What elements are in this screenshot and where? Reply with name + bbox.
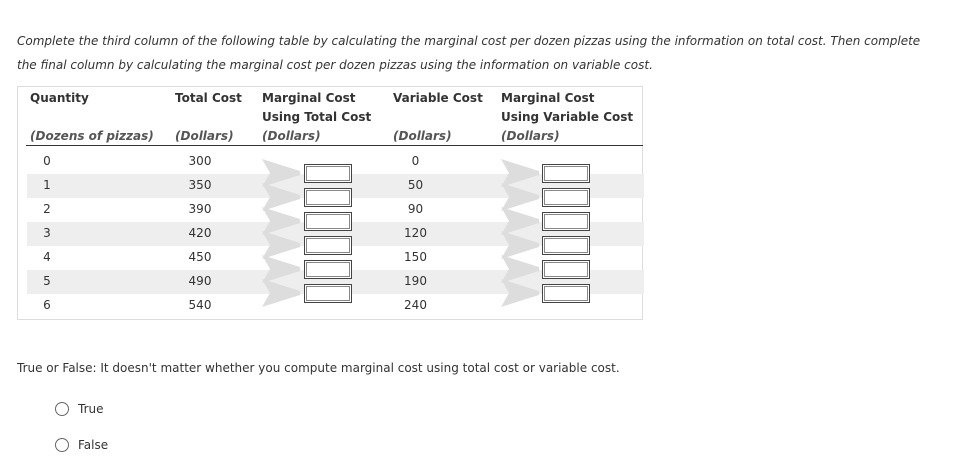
cell-variable-cost: 120 xyxy=(404,226,427,240)
mc-variable-input[interactable] xyxy=(544,190,588,205)
mc-variable-input[interactable] xyxy=(544,238,588,253)
mc-total-input-box[interactable] xyxy=(304,236,352,255)
cell-quantity: 6 xyxy=(43,298,51,312)
mc-total-input[interactable] xyxy=(306,262,350,277)
header-divider xyxy=(26,145,643,146)
chevron-shape xyxy=(501,279,539,307)
header-variable-cost-unit: (Dollars) xyxy=(393,129,452,143)
header-mc-variable-unit: (Dollars) xyxy=(501,129,560,143)
header-mc-total-unit: (Dollars) xyxy=(262,129,321,143)
header-mc-total-line2: Using Total Cost xyxy=(262,110,372,124)
instructions: Complete the third column of the following table by calculating the marginal cost per dozen pizzas using the information on total cost. Then complete the final column by calculating the marginal cost per dozen pizzas using the information on variable cost. xyxy=(17,34,921,72)
mc-total-input[interactable] xyxy=(306,166,350,181)
question-text: True or False: It doesn't matter whether you compute marginal cost using total cost or variable cost. xyxy=(17,361,620,375)
cost-table xyxy=(17,86,643,320)
mc-variable-input[interactable] xyxy=(544,262,588,277)
header-variable-cost: Variable Cost xyxy=(393,91,483,105)
cell-total-cost: 490 xyxy=(188,274,212,288)
header-total-cost-unit: (Dollars) xyxy=(175,129,234,143)
cell-total-cost: 350 xyxy=(188,178,212,192)
mc-variable-input[interactable] xyxy=(544,166,588,181)
cell-variable-cost: 190 xyxy=(404,274,427,288)
header-mc-variable-line1: Marginal Cost xyxy=(501,91,595,105)
mc-total-input-box[interactable] xyxy=(304,284,352,303)
option-label: False xyxy=(78,438,109,452)
cell-quantity: 5 xyxy=(43,274,51,288)
cell-total-cost: 450 xyxy=(188,250,212,264)
header-quantity: Quantity xyxy=(30,91,89,105)
mc-variable-input[interactable] xyxy=(544,286,588,301)
cell-variable-cost: 50 xyxy=(407,178,424,192)
mc-total-input-box[interactable] xyxy=(304,164,352,183)
cell-total-cost: 300 xyxy=(188,154,212,168)
cell-total-cost: 420 xyxy=(188,226,212,240)
cell-total-cost: 540 xyxy=(188,298,212,312)
cell-variable-cost: 150 xyxy=(404,250,427,264)
mc-variable-input-box[interactable] xyxy=(542,236,590,255)
mc-total-input[interactable] xyxy=(306,238,350,253)
cell-quantity: 4 xyxy=(43,250,51,264)
cell-variable-cost: 240 xyxy=(404,298,427,312)
mc-total-input[interactable] xyxy=(306,190,350,205)
radio-button[interactable] xyxy=(55,402,69,416)
chevron-arrow-icon xyxy=(501,279,539,307)
mc-variable-input-box[interactable] xyxy=(542,212,590,231)
mc-variable-input-box[interactable] xyxy=(542,164,590,183)
cell-total-cost: 390 xyxy=(188,202,212,216)
header-total-cost: Total Cost xyxy=(175,91,242,105)
mc-variable-input-box[interactable] xyxy=(542,260,590,279)
chevron-arrow-icon xyxy=(262,279,300,307)
option-label: True xyxy=(78,402,104,416)
radio-button[interactable] xyxy=(55,438,69,452)
mc-variable-input[interactable] xyxy=(544,214,588,229)
cell-variable-cost: 0 xyxy=(411,154,420,168)
mc-total-input-box[interactable] xyxy=(304,260,352,279)
cell-quantity: 0 xyxy=(43,154,51,168)
mc-total-input[interactable] xyxy=(306,286,350,301)
cell-quantity: 3 xyxy=(43,226,51,240)
mc-total-input-box[interactable] xyxy=(304,212,352,231)
mc-variable-input-box[interactable] xyxy=(542,188,590,207)
cell-quantity: 2 xyxy=(43,202,51,216)
chevron-shape xyxy=(262,279,300,307)
option-true[interactable] xyxy=(55,402,104,416)
header-mc-total-line1: Marginal Cost xyxy=(262,91,356,105)
option-false[interactable] xyxy=(55,438,108,452)
mc-total-input-box[interactable] xyxy=(304,188,352,207)
header-mc-variable-line2: Using Variable Cost xyxy=(501,110,634,124)
mc-variable-input-box[interactable] xyxy=(542,284,590,303)
mc-total-input[interactable] xyxy=(306,214,350,229)
cell-variable-cost: 90 xyxy=(407,202,424,216)
header-quantity-unit: (Dozens of pizzas) xyxy=(30,129,154,143)
cell-quantity: 1 xyxy=(43,178,51,192)
